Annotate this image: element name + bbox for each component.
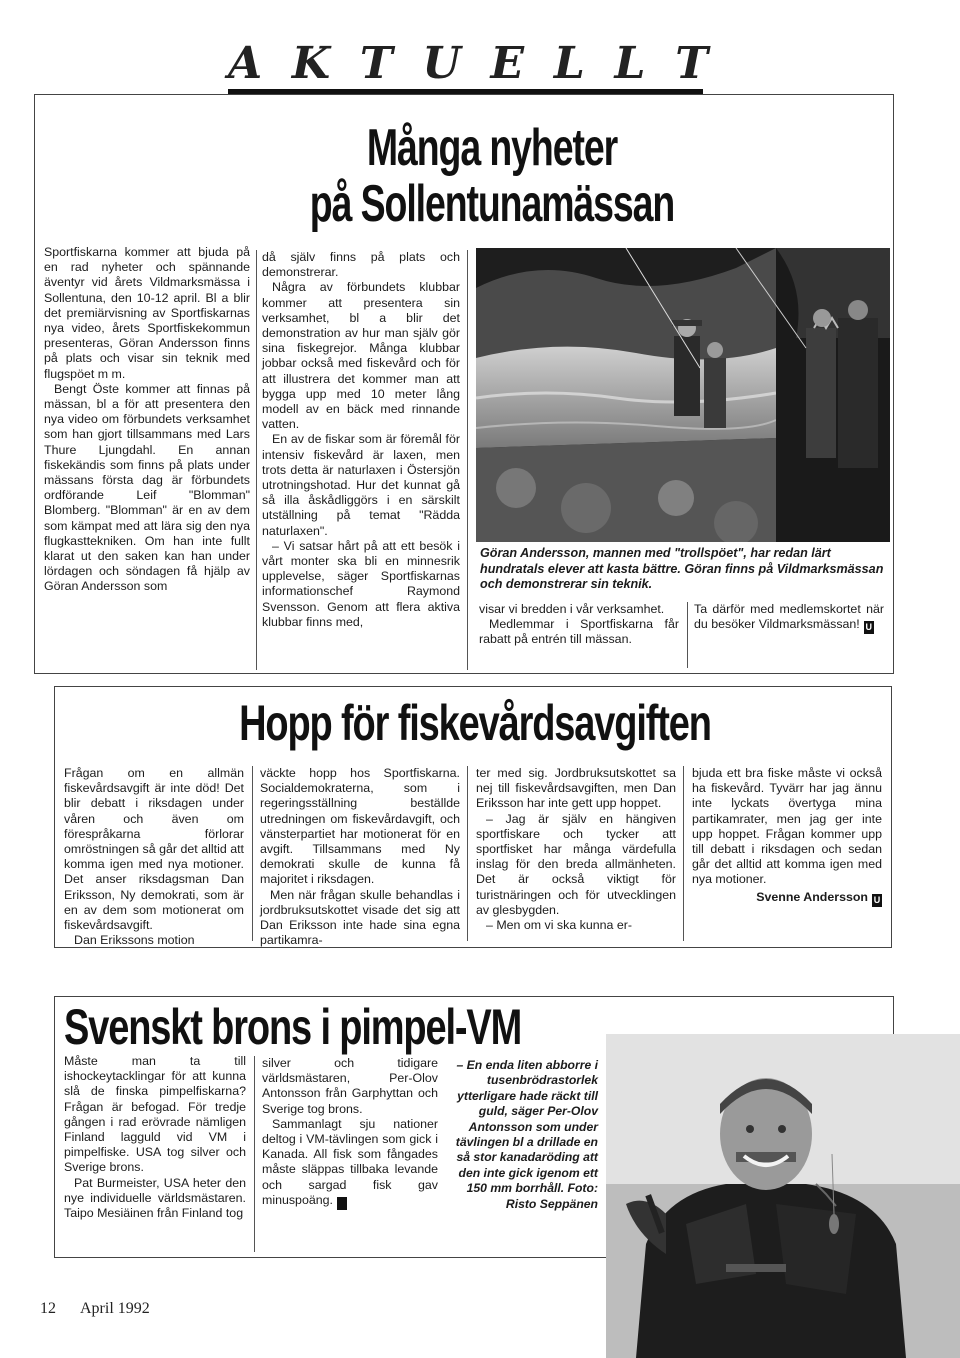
ice-fisherman-photo — [606, 1034, 960, 1358]
paragraph: väckte hopp hos Sportfiskarna. Socialdemokraterna, som i regeringsställning beställde utredningen om fiskevårdavgift, och vänsterpartiet har motionerat för en avgift. Tillsammans med Ny demokrati skulle de kunna få majoritet i riksdagen. — [260, 766, 460, 887]
article-2-title: Hopp för fiskevårdsavgiften — [239, 695, 711, 751]
article-1-title-line2: på Sollentunamässan — [309, 175, 675, 233]
article-2-column-3 — [476, 766, 676, 933]
paragraph: Men när frågan skulle behandlas i jordbruksutskottet visade det sig att Dan Eriksson inte hade sina egna partikamra- — [260, 887, 460, 948]
article-1-column-1 — [44, 245, 250, 595]
section-letter: E — [490, 38, 525, 89]
paragraph: Måste man ta till ishockeytacklingar för att kunna slå de finska pimpelfiskarna? Frågan är befogad. För tredje gången i rad erövrade nämligen Finland lagguld vid VM i pimpelfiske. USA tog silver och Sverige brons. — [64, 1054, 246, 1175]
paragraph — [694, 602, 884, 634]
paragraph: Några av förbundets klubbar kommer att presentera sin verksamhet, bl a blir det demonstration av hur man själv gör sina fiskegrejor. Många klubbar jobbar också med fiskevård och för att illustrera det kommer man att bygga upp med 10 meter lång modell av en bäck med rinnande vatten. — [262, 280, 460, 432]
paragraph: Pat Burmeister, USA heter den nye individuelle världsmästaren. Taipo Mesiäinen från Finland tog — [64, 1175, 246, 1221]
article-1-column-3 — [479, 602, 679, 648]
section-header — [228, 40, 728, 98]
end-mark-icon: U — [865, 622, 872, 633]
paragraph: visar vi bredden i vår verksamhet. — [479, 602, 665, 616]
paragraph: – Men om vi ska kunna er- — [486, 918, 632, 933]
article-2-column-1 — [64, 766, 244, 948]
section-letter: L — [614, 38, 646, 89]
article-2-column-2 — [260, 766, 460, 948]
article-2-column-4 — [692, 766, 882, 907]
column-divider — [254, 1056, 255, 1252]
paragraph: ter med sig. Jordbruksutskottet sa nej till fiskevårdsavgiften, men Dan Eriksson har inte gett upp hoppet. — [476, 766, 676, 811]
article-3-caption: – En enda liten abborre i tusenbrödrastorlek ytterligare hade räckt till guld, säger Per-Olov Antonsson som under tävlingen bl a drillade en så stor kanadaröding att den inte gick igenom ett 150 mm borrhåll. Foto: Risto Seppänen — [455, 1058, 598, 1211]
page-number: 12 — [40, 1300, 56, 1317]
end-mark-icon: U — [337, 1197, 347, 1210]
column-divider — [252, 766, 253, 941]
column-divider — [467, 766, 468, 941]
page-footer — [40, 1300, 150, 1318]
article-1-column-2 — [262, 250, 460, 630]
paragraph: Frågan om en allmän fiskevårdsavgift är inte död! Det blir debatt i riksdagen under våren och även om förespråkarna förlorar omröstningen så går det alltid att komma igen med nya motioner. Det anser riksdagsman Dan Eriksson, Ny demokrati, som är en av dem som motionerat om fiskevårdsavgift. — [64, 766, 244, 933]
section-letter: T — [675, 38, 708, 89]
byline — [692, 890, 882, 907]
article-1-title — [232, 120, 752, 232]
section-letter: L — [553, 38, 585, 89]
paragraph: bjuda ett bra fiske måste vi också ha fiskevård. Tyvärr har jag ännu inte lyckats övertyga mina partikamrater, men jag ger inte upp hoppet. Frågan kommer upp till debatt i riksdagen och sedan går det alltid att komma igen med nya motioner. — [692, 766, 882, 887]
paragraph: då själv finns på plats och demonstrerar. — [262, 250, 460, 280]
column-divider — [256, 250, 257, 670]
paragraph: silver och tidigare världsmästaren, Per-Olov Antonsson från Garphyttan och Sverige tog brons. — [262, 1056, 438, 1116]
section-letters — [228, 40, 708, 88]
paragraph-text: Sammanlagt sju nationer deltog i VM-tävlingen som gick i Kanada. All fisk som fångades måste släppas tillbaka levande och sargad fisk gav minuspoäng. — [262, 1116, 438, 1207]
article-3-column-2 — [262, 1056, 438, 1210]
article-1-title-line1: Många nyheter — [366, 119, 618, 177]
column-divider — [683, 766, 684, 941]
section-letter: T — [359, 38, 393, 89]
paragraph: En av de fiskar som är föremål för intensiv fiskevård är laxen, men trots detta är naturlaxen i Östersjön utrotningshotad. Hur det kunnat gå så illa åskådliggörs i en särskilt utställning på temat "Rädda naturlaxen". — [262, 432, 460, 538]
section-letter: A — [228, 38, 263, 89]
paragraph: Dan Erikssons motion — [74, 933, 195, 948]
paragraph: – Vi satsar hårt på att ett besök i vårt monter ska bli en minnesrik upplevelse, säger Sportfiskarnas informationschef Raymond Svensson. Genom att flera aktiva klubbar finns med, — [262, 538, 460, 629]
paragraph — [262, 1117, 438, 1210]
paragraph-text: Ta därför med medlemskortet när du besöker Vildmarksmässan! — [694, 602, 884, 632]
column-divider — [687, 602, 688, 668]
article-1-caption: Göran Andersson, mannen med "trollspöet", har redan lärt hundratals elever att kasta bättre. Göran finns på Vildmarksmässan och demonstrerar sin teknik. — [480, 546, 884, 591]
section-letter: K — [291, 38, 331, 89]
column-divider — [467, 250, 468, 670]
paragraph: Sportfiskarna kommer att bjuda på en rad nyheter och spännande äventyr vid årets Vildmarksmässa i Sollentuna, den 10-12 april. Bl a blir det premiärvisning av Sportfiskarnas nya video, årets Sportfiskekommun presenteras, Göran Andersson finns på plats och visar sin teknik med flugspöet m m. — [44, 245, 250, 381]
end-mark-icon: U — [873, 894, 881, 905]
paragraph: Bengt Öste kommer att finnas på mässan, bl a för att presentera den nya video om förbundets verksamhet som han gjort tillsammans med Lars Thure Ljungdahl. En annan fiskekändis som finns på plats under mässans första dag är förbundets ordförande Leif "Blomman" Blomberg. "Blomman" är en av dem som kämpat med att lära sig den nya flugkasttekniken. Om han inte fullt klarat ut den saken kan han under lördagen och söndagen få hjälp av Göran Andersson som — [44, 381, 250, 594]
paragraph: Medlemmar i Sportfiskarna får rabatt på entrén till mässan. — [479, 617, 679, 647]
byline-name: Svenne Andersson — [756, 889, 868, 904]
article-3-column-1 — [64, 1054, 246, 1221]
paragraph: – Jag är själv en hängiven sportfiskare och tycker att sportfisket har många värdefulla inslag för den breda allmänheten. Det är också viktigt för turistnäringen och för utvecklingen av glesbygden. — [476, 811, 676, 917]
article-1-column-4 — [694, 602, 884, 634]
issue-date: April 1992 — [80, 1300, 150, 1317]
river-anglers-photo — [476, 248, 890, 542]
article-3-title: Svenskt brons i pimpel-VM — [64, 999, 522, 1055]
section-letter: U — [422, 38, 461, 89]
